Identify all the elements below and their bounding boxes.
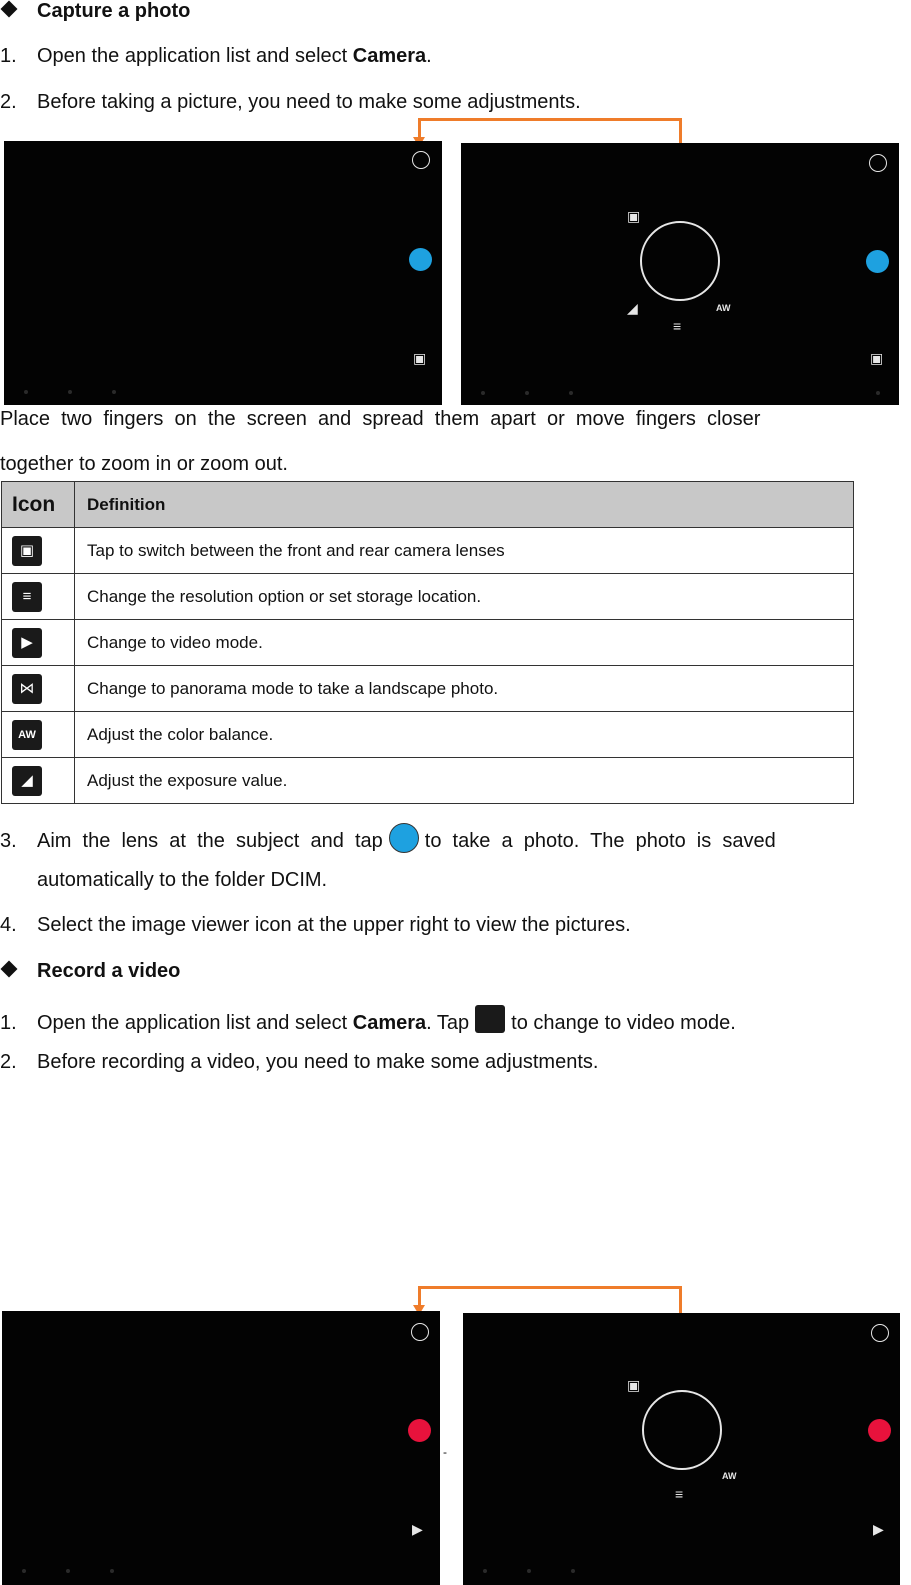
video-step-2: 2. Before recording a video, you need to make some adjustments. (0, 1051, 599, 1073)
table-row (2, 574, 854, 620)
camera-screen-2 (461, 143, 899, 405)
shutter-button-icon (389, 823, 419, 853)
options-ring (640, 221, 720, 301)
exposure-icon: ◢ (12, 766, 42, 796)
callout-line (418, 118, 682, 121)
camera-mode-icon[interactable]: ▣ (413, 350, 427, 366)
table-row (2, 666, 854, 712)
record-button[interactable] (868, 1419, 891, 1442)
table-cell-definition: Change to video mode. (75, 620, 854, 666)
icon-definition-table (1, 481, 854, 804)
table-row (2, 758, 854, 804)
white-balance-icon[interactable]: AW (722, 1471, 737, 1481)
switch-camera-icon: ▣ (12, 536, 42, 566)
table-row (2, 712, 854, 758)
table-row (2, 620, 854, 666)
video-screen-2 (463, 1313, 900, 1585)
zoom-instruction-line-1: Place two fingers on the screen and spread them apart or move fingers closer (0, 408, 761, 430)
zoom-instruction-line-2: together to zoom in or zoom out. (0, 453, 288, 475)
switch-camera-icon[interactable]: ▣ (627, 1377, 641, 1393)
image-viewer-icon[interactable] (869, 154, 887, 172)
white-balance-icon[interactable]: AW (716, 303, 731, 313)
settings-sliders-icon: ≡ (12, 582, 42, 612)
table-cell-definition: Change to panorama mode to take a landscape photo. (75, 666, 854, 712)
white-balance-icon: AW (12, 720, 42, 750)
capture-step-2: 2. Before taking a picture, you need to make some adjustments. (0, 91, 581, 113)
stray-mark: - (443, 1445, 447, 1459)
table-row (2, 528, 854, 574)
table-cell-definition: Change the resolution option or set storage location. (75, 574, 854, 620)
settings-sliders-icon[interactable]: ≡ (675, 1486, 684, 1502)
video-heading: Record a video (0, 960, 180, 983)
options-ring (642, 1390, 722, 1470)
video-mode-icon[interactable]: ▶ (873, 1521, 884, 1537)
image-viewer-icon[interactable] (871, 1324, 889, 1342)
camera-mode-icon[interactable]: ▣ (870, 350, 884, 366)
shutter-button[interactable] (866, 250, 889, 273)
video-screen-1 (2, 1311, 440, 1585)
capture-step-1: 1. Open the application list and select Camera. (0, 45, 432, 67)
table-cell-definition: Adjust the exposure value. (75, 758, 854, 804)
capture-step-4: 4. Select the image viewer icon at the upper right to view the pictures. (0, 914, 631, 936)
video-mode-icon[interactable]: ▶ (412, 1521, 423, 1537)
video-mode-icon: ▶ (12, 628, 42, 658)
bullet-diamond-icon (1, 961, 18, 978)
record-button[interactable] (408, 1419, 431, 1442)
panorama-icon: ⋈ (12, 674, 42, 704)
camera-screen-1 (4, 141, 442, 405)
callout-line (418, 118, 421, 138)
callout-line (418, 1286, 421, 1306)
image-viewer-icon[interactable] (412, 151, 430, 169)
exposure-icon[interactable]: ◢ (627, 300, 638, 316)
image-viewer-icon[interactable] (411, 1323, 429, 1341)
table-header-row (2, 482, 854, 528)
video-mode-icon (475, 1005, 505, 1033)
table-header-icon: Icon (2, 482, 75, 528)
table-header-definition: Definition (75, 482, 854, 528)
capture-step-3: 3. Aim the lens at the subject and tap to take a photo. The photo is saved (0, 823, 776, 853)
video-step-1: 1. Open the application list and select Camera. Tap to change to video mode. (0, 1005, 736, 1035)
capture-heading: Capture a photo (0, 0, 190, 23)
shutter-button[interactable] (409, 248, 432, 271)
callout-line (418, 1286, 682, 1289)
table-cell-definition: Adjust the color balance. (75, 712, 854, 758)
bullet-diamond-icon (1, 1, 18, 18)
switch-camera-icon[interactable]: ▣ (627, 208, 641, 224)
table-cell-definition: Tap to switch between the front and rear camera lenses (75, 528, 854, 574)
settings-sliders-icon[interactable]: ≡ (673, 318, 682, 334)
capture-step-3-continued: automatically to the folder DCIM. (37, 869, 328, 891)
